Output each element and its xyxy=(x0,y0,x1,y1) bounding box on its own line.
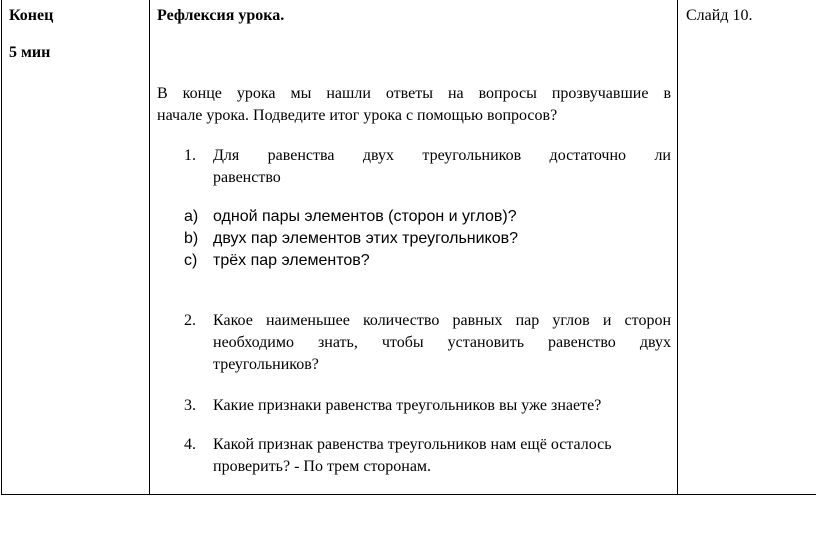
question-4-text xyxy=(213,434,671,478)
duration-label: 5 мин xyxy=(9,44,51,61)
intro-paragraph xyxy=(157,83,671,127)
stage-cell xyxy=(2,0,150,494)
question-2-line-3: треугольников? xyxy=(213,356,319,373)
question-2-line-1: Какое наименьшее количество равных пар углов и сторон xyxy=(213,312,671,329)
sub-a-text: одной пары элементов (сторон и углов)? xyxy=(213,208,517,225)
question-3-text: Какие признаки равенства треугольников вы уже знаете? xyxy=(213,397,602,414)
question-4-line-2: проверить? - По трем сторонам. xyxy=(213,458,432,475)
question-3-number: 3. xyxy=(184,397,196,414)
question-1-text xyxy=(213,145,671,189)
question-1-line-1: Для равенства двух треугольников достаточно ли xyxy=(213,147,671,164)
sub-b-marker: b) xyxy=(184,230,199,247)
slide-label: Слайд 10. xyxy=(686,7,753,24)
question-4-line-1: Какой признак равенства треугольников нам ещё осталось xyxy=(213,436,612,453)
lesson-table xyxy=(1,0,816,495)
question-2-line-2: необходимо знать, чтобы установить равенство двух xyxy=(213,334,671,351)
sub-a-marker: a) xyxy=(184,208,199,225)
intro-line-1: В конце урока мы нашли ответы на вопросы прозвучавшие в xyxy=(157,85,671,102)
question-2-number: 2. xyxy=(184,312,196,329)
question-2-text xyxy=(213,310,671,376)
sub-c-marker: c) xyxy=(184,252,198,269)
stage-label: Конец xyxy=(9,7,54,24)
sub-b-text: двух пар элементов этих треугольников? xyxy=(213,230,519,247)
content-cell xyxy=(150,0,678,494)
question-1-line-2: равенство xyxy=(213,169,281,186)
slide-cell xyxy=(678,0,816,494)
sub-c-text: трёх пар элементов? xyxy=(213,252,370,269)
section-heading: Рефлексия урока. xyxy=(157,7,285,24)
question-1-number: 1. xyxy=(184,147,196,164)
question-4-number: 4. xyxy=(184,436,196,453)
intro-line-2: начале урока. Подведите итог урока с помощью вопросов? xyxy=(157,107,558,124)
